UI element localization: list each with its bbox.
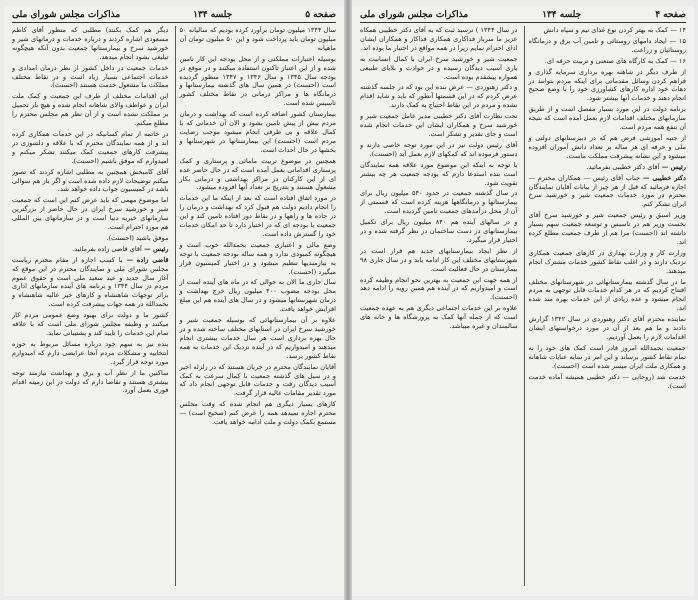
paragraph: جمعیت بحمدالله امروز قادر است کمک های خود را به تمام نقاط کشور برساند و این امر در سایه عنایات شاهانه و همکاری ملت ایران میسر شده است (احسنت). <box>528 343 686 370</box>
list-item: ۱۵ — ایجاد دامهای روستائی و تامین آب برق و درمانگاه روستائیان و زراعت. <box>528 36 686 54</box>
paragraph: در مورد اتفاق افتاده است که بعد از اینکه ما این خدمات را انجام دادیم دولت هم قبول کرد که بهداشت و درمان را در جاده ها و راهها و در نقاط دور افتاده تامین کند و این جمعیت با بودجه ای که در اختیار دارد تا حد امکان خدمات خود را گسترش داده است. <box>179 194 336 238</box>
speaker-name: رئیس — <box>659 162 686 171</box>
paragraph: بوسیله اعتبارات مملکتی و از محل بودجه این کار تامین شده و از این اعتبار تاکنون استفاده میکنند و در موقع در بودجه سال ۱۳۴۵ و سال ۱۳۴۶ و ۱۳۴۷ منظور گردیده است (احسنت) در همین سال های گذشته بیمارستانها و درمانگاه ها و مراکز درمانی در نقاط مختلف کشور تاسیس شده است. <box>179 54 336 108</box>
paragraph: در سال ۱۳۴۴ ) نرسید ثبت که به آقای دکتر خطیبی همکاه عزیز ما سرباز فداکاری همکاری فداکار و همکاران ایشان ادای احترام نمایم زیرا در همه مواقع در اختیار ما بوده اند. <box>360 26 518 52</box>
book-gutter <box>344 0 352 600</box>
paragraph: دیگر هم کمک بکنند) مطلبی که منظور آقای کاظم مسعودی اشاره کردند و درباره خدمات و درمانهای شیر و خورشید سرخ و بیمارستانها جمعیت بدون آنکه هیچگونه تبلیغی بشود انجام میدهد. <box>12 26 169 61</box>
page-5 <box>4 6 344 596</box>
paragraph: آقای کامبخش همچنین به مطلبی اشاره کردند که تصور میکنم توضیحات لازم داده شده است و اگر باز هم سوالی باشد در کمیسیون جواب داده خواهد شد. <box>12 167 169 194</box>
paragraph: بیمارستان کشور اضافه کرده است که بهداشت و درمان مردم بیش از پیش تامین بشود و الان آن خدماتی که با کمال علاقه و بی طرفی انجام میشود موجب رضایت مردم است (احسنت) این بیمارستانها در شهرستانها و بخشها در حال احداث است. <box>179 110 336 154</box>
page-columns <box>12 26 336 586</box>
speaker-paragraph <box>529 163 687 172</box>
paragraph: علاوه بر این خدمات اجتماعی دیگری هم به عهده جمعیت است که از جمله آنها کمک به پرورشگاه ها و خانه های سالمندان و غیره میباشد. <box>360 304 518 331</box>
paragraph: موفق باشید (احسنت). <box>106 233 169 242</box>
paragraph: جمعیت شیر و خورشید سرخ ایران با کمال انسانیت به یاری آسیب دیدگان رسیده و در حوادث و بلایای طبیعی همواره پیشقدم بوده است. <box>360 54 518 81</box>
paragraph: این اقدامات مختلف از طرف این جمعیت و کمک ملت ایران و عواطف والای شاهانه انجام شده و هیچ بار تحمیل بر مملکت نشده است و از آن نظر هم مجلس محترم را مطلع میکنم. <box>12 92 169 128</box>
paragraph: و دکتر رهنوردی — عرض بنده این بود که در جلسه گذشته عرض کردم که در این قسمتها آنطور که باید و شاید اقدام نشده و مردم در این نقاط احتیاج به کمک دارند. <box>360 83 518 110</box>
paragraph: علاوه بر آن بیمارستانهائی که بوسیله جمعیت شیر و خورشید سرخ ایران در استانهای مختلف ساخته شده و در حال بهره برداری است هر سال خدمات بیشتری انجام میدهند و امیدواریم که در آینده نزدیک این خدمات به همه نقاط کشور برسد. <box>179 316 336 360</box>
paragraph: با توجه به اینکه این موضوع مورد علاقه همه نمایندگان است بنده استدعا دارم که بودجه جمعیت هر چه بیشتر تقویت شود. <box>360 160 518 187</box>
paragraph: از نظر ایجاد بیمارستانهای جدید هم قرار است در شهرستانهای مختلف این کار ادامه یابد و در سال جاری ۹۸ بیمارستان در حال فعالیت است. <box>360 246 518 273</box>
paragraph: بنده نیز به سهم خود درباره مسائل مربوط به حوزه انتخابیه و مشکلات مردم آنجا عرایضی دارم که امیدوارم مورد توجه قرار گیرد. <box>12 339 169 366</box>
page-4 <box>352 6 694 596</box>
page-label: صفحه ۵ <box>305 10 336 20</box>
paragraph: برنامه دولت در این مورد بسیار مفصل است و از طریق سازمانهای مختلف اقدامات لازم بعمل آمده است که نتیجه آن بنفع همه مردم است. <box>528 105 686 132</box>
speaker-paragraph <box>529 174 687 210</box>
speaker-name: دکتر خطیبی — <box>640 173 686 182</box>
session-label: جلسه ۱۳۴ <box>542 10 582 20</box>
text-column-left <box>360 26 518 586</box>
text-column-left <box>12 26 169 586</box>
speaker-paragraph <box>12 256 169 309</box>
text-column-right <box>524 26 687 586</box>
paragraph: از همه جهت این جمعیت به بهترین نحو انجام وظیفه کرده است و امیدواریم که در آینده هم همین رویه را ادامه دهد (احسنت). <box>360 275 518 302</box>
paragraph: ساکنین ما از نظر آب و برق و بهداشت نیازمند توجه بیشتری هستند و تقاضا دارم که دولت در این زمینه اقدام فوری بعمل آورد. <box>12 368 169 395</box>
paragraph: نماینده محترم آقای دکتر رهنوردی در سال ۱۳۴۲ گزارش دادند و ما هم بعد از آن در مورد درخواستهای ایشان اقدامات لازم را بعمل آوردیم. <box>528 315 686 341</box>
running-head <box>360 10 686 23</box>
speaker-name: قاضی زاده — <box>122 255 169 264</box>
paragraph: از جنبه آموزشی فرض هم که در دبیرستانهای دولتی و ملی و حرفه ای هر ساله بر تعداد دانش آموزان افزوده میشود و این نشانه پیشرفت مملکت ماست. <box>528 133 686 160</box>
paragraph: از طرف دیگر در شاهنه بهره برداری سرمایه گذاری و فراهم کردن وسائل مقدماتی برای اینکه مردم بتوانند در دهات خود اداره کارهای کشاورزی خود را با وضع صحیح انجام دهند و خدمات آنها بیشتر شود. <box>528 67 686 103</box>
paragraph: آقایان نمایندگان محترم در جریان هستند که در زلزله اخیر و در سیل های گذشته جمعیت با کمال سرعت به کمک آسیب دیدگان رفت و خدمات قابل توجهی انجام داد که مورد تقدیر مقامات عالیه قرار گرفت. <box>179 362 336 398</box>
paragraph: آقای رئیس دولت نیز در این مورد توجه خاصی دارند و دستور فرموده اند که کمکهای لازم بعمل آید (احسنت). <box>360 140 518 158</box>
paragraph: در خاتمه از تمام کسانیکه در این خدمات همکاری کرده اند و از همه نمایندگان محترم که با علاقه و دلسوزی در پیشرفت کارهای جمعیت کمک میکنند تشکر میکنم و امیدوارم که موفق باشیم (احسنت). <box>12 129 169 165</box>
paragraph: اما موضوع مهمی که باید عرض کنم این است که جمعیت شیر و خورشید سرخ ایران در حال حاضر از بزرگترین سازمانهای خیریه دنیا است و در سازمانهای بین المللی هم مورد احترام است. <box>12 196 169 232</box>
paragraph: سال جاری ما الان به حوالی که در ماه های آینده است از محل بودجه مصوب ۴۰۰ میلیون ریال خرج بهداشت و درمان شهرستانها میشود و در سال های آینده هم این مبلغ افزایش خواهد یافت. <box>179 278 336 314</box>
running-head <box>12 10 336 23</box>
speech-text: آقای قاضی زاده بفرمائید. <box>72 244 142 253</box>
text-column-right <box>175 26 337 586</box>
speaker-name: رئیس — <box>141 244 169 253</box>
speech-text: با کسب اجازه از مقام محترم ریاست مجلس شورای ملی و نمایندگان محترم در این موقع که آغاز سال جدید و عید سعید ملی است و حقوق عموم مردم در سال ۱۳۴۴ و برنامه های آینده سازمانهای اداری براثر توجهات شاهنشاه و کارهای خیر عالیه شاهنشاه و بحمدالله در همه جهات پیشرفت کرده است. <box>12 255 169 309</box>
paragraph: ما در سال گذشته بیمارستانهائی در شهرستانهای مختلف افتتاح کردیم که در هر کدام خدمات قابل توجهی به مردم انجام میشود و عده زیادی از این خدمات بهره مند شده اند. <box>528 277 686 313</box>
paragraph: سال ۱۳۴۴ میلیون تومان برآورد کرده بودیم که سالیانه ۵۰ میلیون تومان باید پرداخت شود و این ۵۰ میلیون تومان آن ماهیانه <box>179 26 336 52</box>
speech-text: آقای دکتر خطیبی بفرمائید. <box>586 162 660 171</box>
paragraph: تحت نظارت آقای دکتر خطیبی مدیر عامل جمعیت شیر و خورشید سرخ و همکاران ایشان این خدمات انجام شده است و جای تقدیر و تشکر است. <box>360 112 518 138</box>
speaker-paragraph <box>12 245 169 254</box>
paragraph: خدمات جمعیت در داخل کشور از نظر درمان امدادی و خدمات اجتماعی بسیار زیاد است و در نقاط مختلف مملکت ما مشغول خدمت هستند (احسنت). <box>12 63 169 90</box>
speech-text: جناب آقای رئیس — همکاران محترم — اجازه فرمائید که قبل از هر چیز از بیانات آقایان نمایندگان محترم در مورد خدمات جمعیت شیر و خورشید سرخ ایران تشکر کنم. <box>528 173 686 209</box>
paragraph: خدمت شد (روحانی — دکتر خطیبی همیشه آماده خدمت است). <box>528 372 686 390</box>
page-label: صفحه ۴ <box>655 10 686 20</box>
paragraph: همچنین در موضوع تربیت مامائی و پرستاری و کمک پرستاری اقداماتی بعمل آمده است که در حال حاضر عده ای از این کارکنان در مراکز بهداشتی و درمانی بکار مشغول هستند و بتدریج بر تعداد آنها افزوده میشود. <box>179 156 336 192</box>
list-item: ۱۶ — کمک به کارگاه های صنعتی و تربیت حرفه ای. <box>544 56 686 65</box>
list-item: ۱۴ — کمک به بهتر کردن نوع غذای تیم و سپاه دانش <box>543 26 686 34</box>
publication-title: مذاکرات مجلس شورای ملی <box>12 10 121 20</box>
paragraph: وضع مالی و اعتباری جمعیت بحمدالله خوب است و هیچگونه کمبودی ندارد و همه ساله بودجه جمعیت با توجه به نیازمندیها تنظیم میشود و در اختیار کمیسیون قرار میگیرد (احسنت). <box>179 240 336 276</box>
publication-title: مذاکرات مجلس شورای ملی <box>360 10 469 20</box>
paragraph: و در سالهای آینده هم ۸۴۰ میلیون ریال برای تکمیل بیمارستانهای در دست ساختمان در نظر گرفته شده و در اختیار قرار میگیرد. <box>360 218 518 244</box>
session-label: جلسه ۱۳۴ <box>193 10 233 20</box>
paragraph: در سال گذشته جمعیت در حدود ۵۴۰ میلیون ریال برای بیمارستانها و درمانگاهها هزینه کرده است که قسمتی از آن از محل درآمدهای جمعیت تامین گردیده است. <box>360 189 518 216</box>
paragraph: کارهای بسیار دیگری هم انجام شده که وقت مجلس محترم اجازه نمیدهد همه را عرض کنم (صحیح است) — مستمع بکمک دولت و ملت ادامه خواهد یافت. <box>179 400 336 427</box>
paragraph: کشور ما و دولت برای بهبود وضع عمومی مردم کار میکنند و وظیفه مجلس شورای ملی است که با علاقه تمام این خدمات را تایید کند و پشتیبانی نماید. <box>12 311 169 337</box>
page-columns <box>360 26 686 586</box>
paragraph: وزیر اسبق و رئیس جمعیت شیر و خورشید سرخ آقای نخست وزیر هم در تاسیس و توسعه جمعیت سهم بسیار داشته اند (احسنت) مرا هم از طرف جمعیت مطلع کرده اند. <box>528 211 686 246</box>
paragraph: وزارت کار و وزارت بهداری در کارهای جمعیت همکاری نزدیک دارند و در اغلب نقاط کشور خدمات مشترک انجام میدهند. <box>528 248 686 275</box>
